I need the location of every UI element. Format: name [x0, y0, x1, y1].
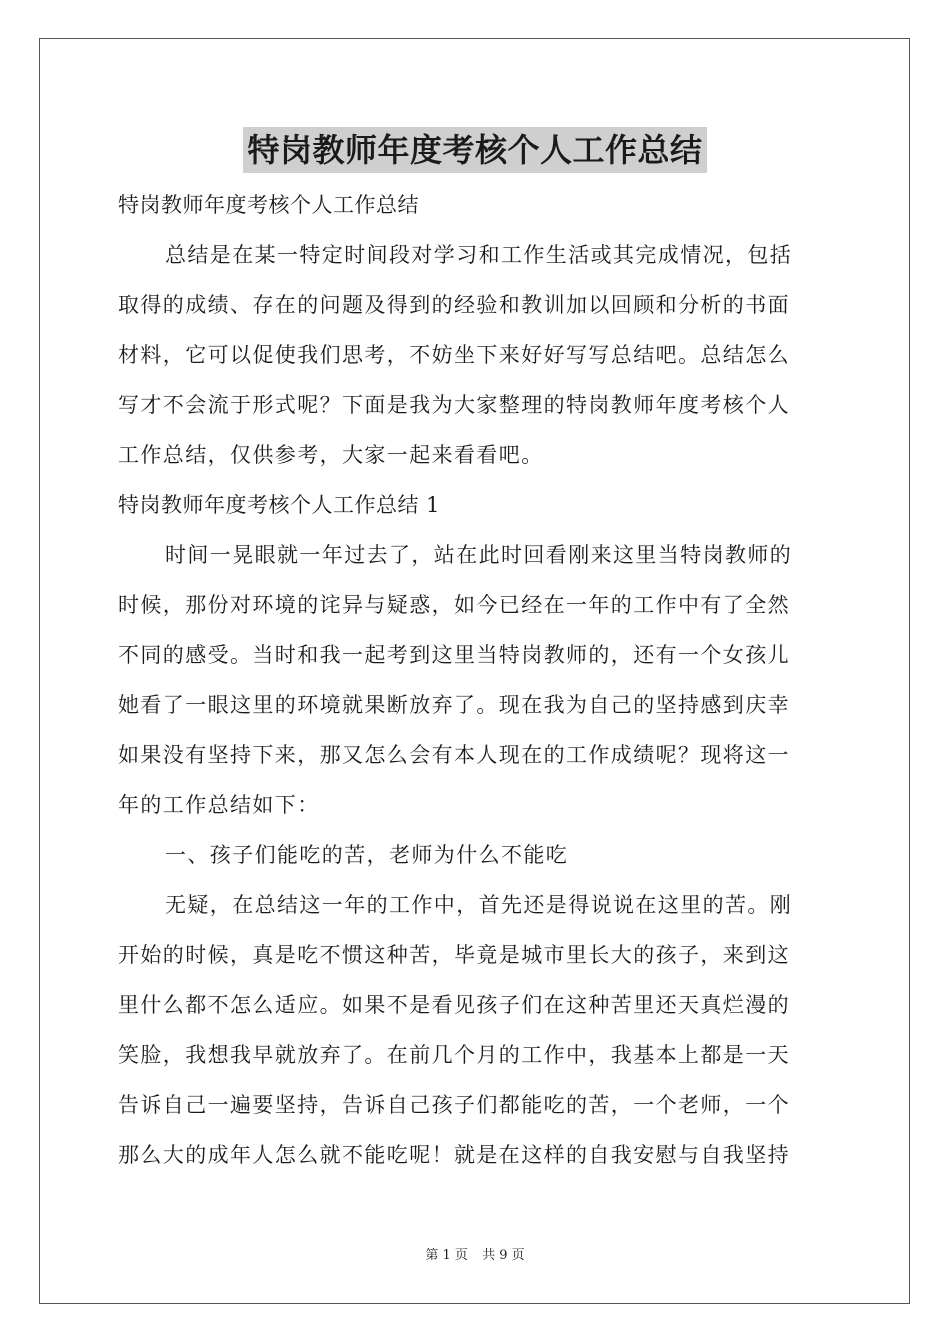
paragraph-line: 总结是在某一特定时间段对学习和工作生活或其完成情况，包括 — [165, 243, 793, 267]
paragraph-line: 如果没有坚持下来，那又怎么会有本人现在的工作成绩呢？现将这一 — [118, 743, 790, 767]
paragraph-line: 无疑，在总结这一年的工作中，首先还是得说说在这里的苦。刚 — [165, 893, 793, 917]
paragraph-line: 写才不会流于形式呢？下面是我为大家整理的特岗教师年度考核个人 — [118, 393, 790, 417]
paragraph-line: 年的工作总结如下： — [118, 793, 320, 817]
paragraph-line: 一、孩子们能吃的苦，老师为什么不能吃 — [165, 843, 569, 867]
paragraph-line: 笑脸，我想我早就放弃了。在前几个月的工作中，我基本上都是一天 — [118, 1043, 790, 1067]
document-body — [118, 180, 834, 1180]
paragraph-line: 开始的时候，真是吃不惯这种苦，毕竟是城市里长大的孩子，来到这 — [118, 943, 790, 967]
page-number: 第 1 页 — [425, 1248, 468, 1263]
paragraph-line: 时间一晃眼就一年过去了，站在此时回看刚来这里当特岗教师的 — [165, 543, 793, 567]
title-container — [0, 127, 950, 173]
paragraph-line: 告诉自己一遍要坚持，告诉自己孩子们都能吃的苦，一个老师，一个 — [118, 1093, 790, 1117]
section-heading: 特岗教师年度考核个人工作总结 — [118, 193, 419, 217]
section-heading: 特岗教师年度考核个人工作总结 1 — [118, 493, 441, 517]
document-title: 特岗教师年度考核个人工作总结 — [243, 127, 706, 173]
page-footer — [0, 1244, 950, 1263]
page-total: 共 9 页 — [482, 1248, 525, 1263]
paragraph-line: 不同的感受。当时和我一起考到这里当特岗教师的，还有一个女孩儿 — [118, 643, 790, 667]
paragraph-line: 取得的成绩、存在的问题及得到的经验和教训加以回顾和分析的书面 — [118, 293, 790, 317]
paragraph-line: 工作总结，仅供参考，大家一起来看看吧。 — [118, 443, 544, 467]
paragraph-line: 时候，那份对环境的诧异与疑惑，如今已经在一年的工作中有了全然 — [118, 593, 790, 617]
paragraph-line: 那么大的成年人怎么就不能吃呢！就是在这样的自我安慰与自我坚持 — [118, 1143, 790, 1167]
paragraph-line: 她看了一眼这里的环境就果断放弃了。现在我为自己的坚持感到庆幸 — [118, 693, 790, 717]
paragraph-line: 材料，它可以促使我们思考，不妨坐下来好好写写总结吧。总结怎么 — [118, 343, 790, 367]
paragraph-line: 里什么都不怎么适应。如果不是看见孩子们在这种苦里还天真烂漫的 — [118, 993, 790, 1017]
